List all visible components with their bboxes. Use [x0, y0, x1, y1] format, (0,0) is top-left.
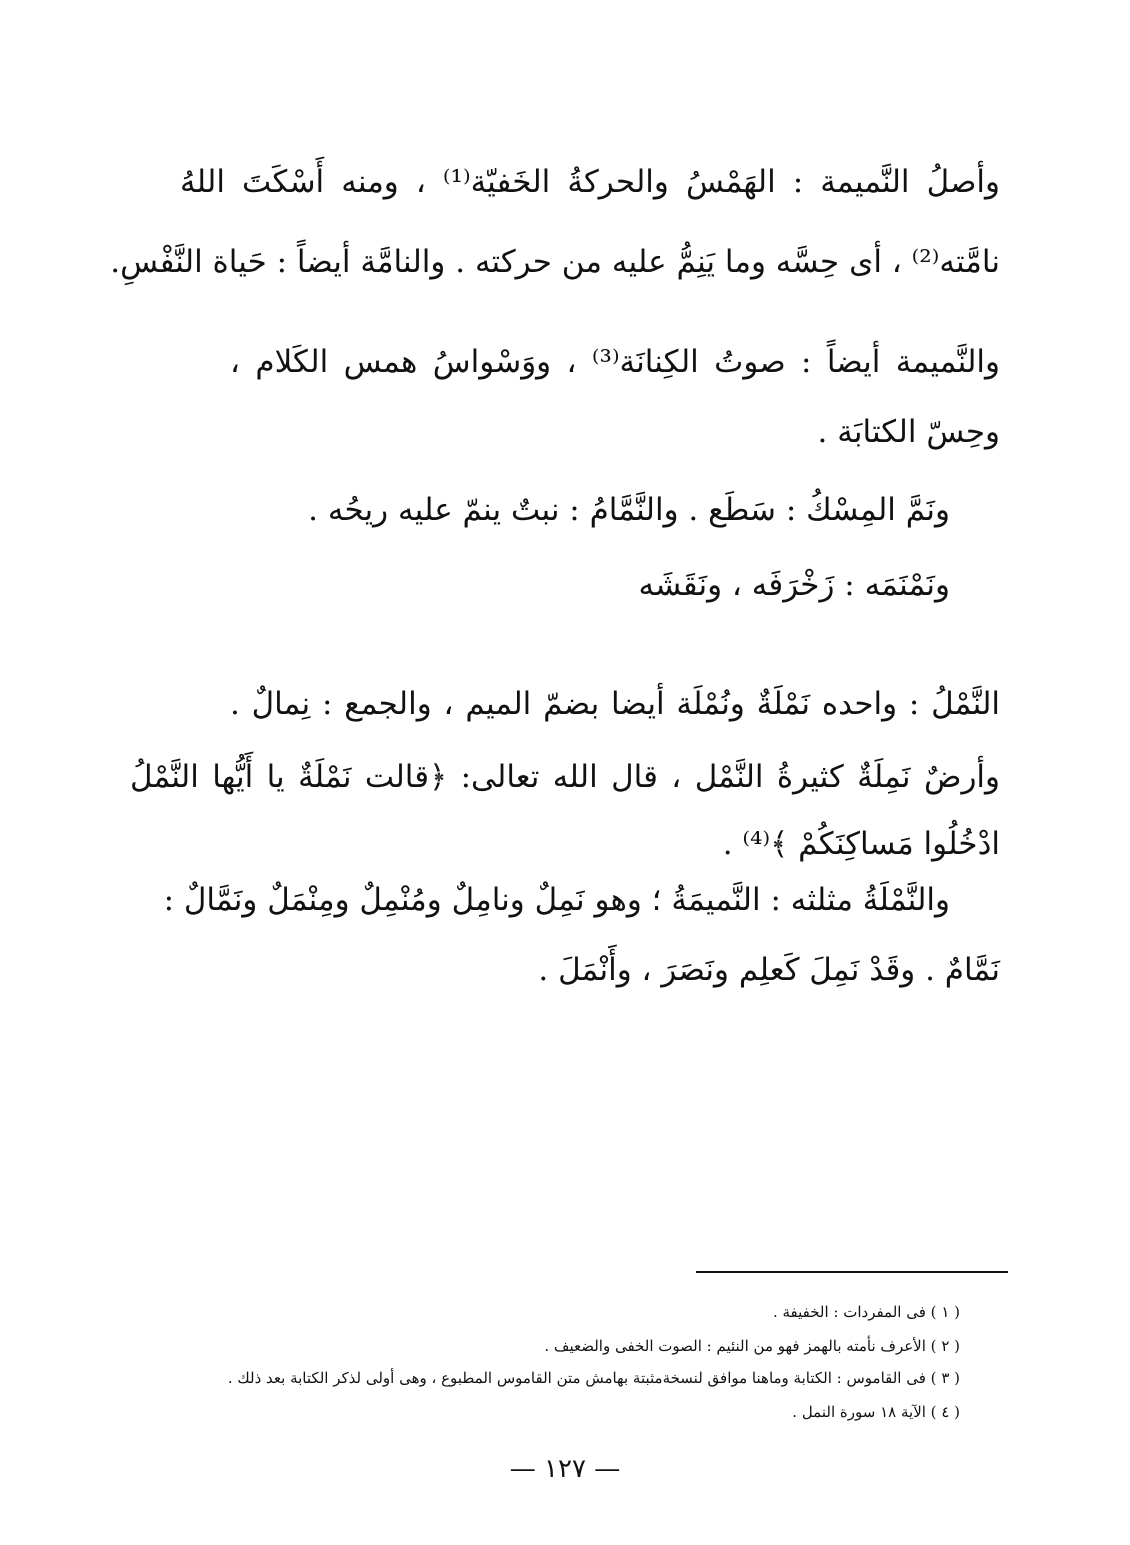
page-number: — ١٢٧ —	[509, 1454, 621, 1484]
paragraph-2-line-1: والنَّميمة أيضاً : صوتُ الكِنانَة⁽³⁾ ، ووَسْواسُ همس الكَلام ،	[230, 344, 1000, 380]
paragraph-1-line-1: وأصلُ النَّميمة : الهَمْسُ والحركةُ الخَفيّة⁽¹⁾ ، ومنه أَسْكَتَ اللهُ	[180, 164, 1000, 200]
paragraph-3-line-1: ونَمَّ المِسْكُ : سَطَع . والنَّمَّامُ : نبتٌ ينمّ عليه ريحُه .	[308, 492, 950, 528]
paragraph-6-line-1: والنَّمْلَةُ مثلثه : النَّميمَةُ ؛ وهو نَمِلٌ ونامِلٌ ومُنْمِلٌ ومِنْمَلٌ ونَمَّالٌ :	[163, 882, 950, 918]
paragraph-1-line-2: نامَّته⁽²⁾ ، أى حِسَّه وما يَنِمُّ عليه من حركته . والنامَّة أيضاً : حَياة النَّفْسِ.	[110, 244, 1000, 280]
footnote-separator	[696, 1271, 1008, 1273]
footnote-4: ( ٤ ) الآية ١٨ سورة النمل .	[792, 1403, 960, 1421]
paragraph-2-line-2: وحِسّ الكتابَة .	[817, 414, 1000, 450]
paragraph-6-line-2: نَمَّامٌ . وقَدْ نَمِلَ كَعلِم ونَصَرَ ، وأَنْمَلَ .	[538, 952, 1000, 988]
paragraph-5-line-2: وأرضٌ نَمِلَةٌ كثيرةُ النَّمْل ، قال الله تعالى: ﴿قالت نَمْلَةٌ يا أَيُّها النَّمْلُ	[130, 759, 1000, 795]
footnote-2: ( ٢ ) الأعرف نأمته بالهمز فهو من النئيم : الصوت الخفى والضعيف .	[544, 1337, 960, 1355]
paragraph-5-line-3: ادْخُلُوا مَساكِنَكُمْ ﴾⁽⁴⁾ .	[722, 826, 1000, 862]
footnote-3: ( ٣ ) فى القاموس : الكتابة وماهنا موافق لنسخةمثبتة بهامش متن القاموس المطبوع ، وهى أولى لذكر الكتابة بعد ذلك .	[227, 1369, 960, 1387]
footnote-1: ( ١ ) فى المفردات : الخفيفة .	[772, 1303, 960, 1321]
paragraph-5-line-1: النَّمْلُ : واحده نَمْلَةٌ ونُمْلَة أيضا بضمّ الميم ، والجمع : نِمالٌ .	[230, 686, 1000, 722]
paragraph-4-line-1: ونَمْنَمَه : زَخْرَفَه ، ونَقَشَه	[638, 567, 950, 603]
